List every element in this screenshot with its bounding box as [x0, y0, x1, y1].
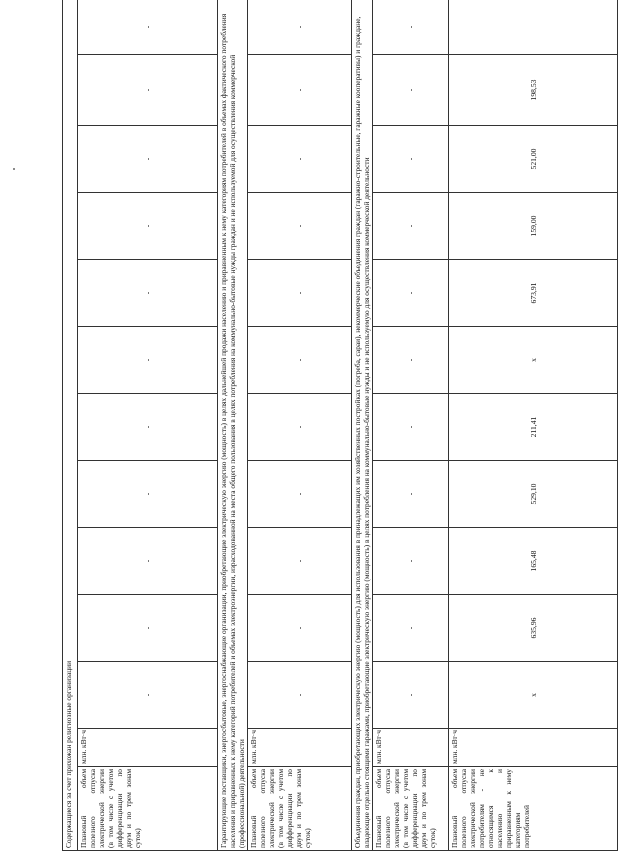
row-unit: млн. кВт·ч: [373, 729, 449, 767]
cell-value: -: [373, 193, 449, 260]
cell-value: 211,41: [449, 394, 618, 461]
section-heading: Гарантирующие поставщики, энергосбытовые, энергоснабжающие организации, приобретающие электрическую энергию (мощность) в целях дальнейшей продажи населению и приравненным к нему категориям потребителей в объемах фактического потребления населения и приравненных к нему категорий потребителей и объемах электроэнергии, израсходованной на места общего пользования в целях потребления на коммунально-бытовые нужды граждан и не используемой для осуществления коммерческой (профессиональной) деятельности: [218, 0, 248, 851]
cell-value: x: [449, 327, 618, 394]
cell-value: -: [248, 55, 352, 126]
table-row: [449, 0, 618, 851]
cell-value: -: [248, 595, 352, 662]
cell-value: -: [248, 394, 352, 461]
cell-value: -: [78, 595, 218, 662]
cell-value: -: [78, 662, 218, 729]
section-heading-row: [352, 0, 373, 851]
cell-value: -: [78, 0, 218, 55]
cell-value: -: [248, 260, 352, 327]
cell-value: 159,00: [449, 193, 618, 260]
row-label: Плановый объем полезного отпуска электрической энергии (в том числе с учетом дифференциации по двум и по трем зонам суток): [373, 767, 449, 851]
cell-value: -: [248, 662, 352, 729]
cell-value: -: [373, 327, 449, 394]
cell-value: 673,91: [449, 260, 618, 327]
cell-value: -: [373, 461, 449, 528]
cell-value: -: [78, 260, 218, 327]
cell-value: -: [78, 461, 218, 528]
cell-value: -: [373, 662, 449, 729]
cell-value: -: [248, 193, 352, 260]
row-label: Плановый объем полезного отпуска электрической энергии потребителям - не относящимся к населению и приравненным к нему категориям потребителей: [449, 767, 618, 851]
table-row: [373, 0, 449, 851]
scan-speck: [13, 168, 15, 170]
row-unit: млн. кВт·ч: [78, 729, 218, 767]
cell-value: -: [373, 55, 449, 126]
cell-value: -: [78, 126, 218, 193]
cell-value: 165,48: [449, 528, 618, 595]
tariff-table-rotated: [62, 0, 618, 851]
section-heading-row: [218, 0, 248, 851]
table-row: [248, 0, 352, 851]
cell-value: -: [78, 327, 218, 394]
cell-value: -: [248, 126, 352, 193]
cell-value: 521,00: [449, 126, 618, 193]
cell-value: -: [248, 461, 352, 528]
cell-value: -: [78, 55, 218, 126]
cell-value: 529,10: [449, 461, 618, 528]
cell-value: 635,96: [449, 595, 618, 662]
electricity-volume-table: [62, 0, 618, 851]
cell-value: 198,53: [449, 55, 618, 126]
section-heading-row: [63, 0, 78, 851]
cell-value: -: [78, 193, 218, 260]
cell-value: -: [373, 394, 449, 461]
row-unit: млн. кВт·ч: [449, 729, 618, 767]
row-unit: млн. кВт·ч: [248, 729, 352, 767]
cell-value: -: [78, 394, 218, 461]
section-heading: Содержащиеся за счет прихожан религиозные организации: [63, 0, 78, 851]
cell-value: -: [373, 126, 449, 193]
cell-value: -: [248, 0, 352, 55]
cell-empty: [449, 0, 618, 55]
table-row: [78, 0, 218, 851]
row-label: Плановый объем полезного отпуска электрической энергии (в том числе с учетом дифференциации по двум и по трем зонам суток): [78, 767, 218, 851]
cell-value: -: [78, 528, 218, 595]
cell-value: -: [248, 528, 352, 595]
cell-value: -: [373, 260, 449, 327]
cell-value: -: [373, 0, 449, 55]
section-heading: Объединения граждан, приобретающих электрическую энергию (мощность) для использования в принадлежащих им хозяйственных постройках (погреба, сараи), некоммерческие объединения граждан (гаражно-строительные, гаражные кооперативы) и граждане, владеющие отдельно стоящими гаражами, приобретающие электрическую энергию (мощность) в целях потребления на коммунально-бытовые нужды и не используемую для осуществления коммерческой деятельности: [352, 0, 373, 851]
cell-value: -: [373, 528, 449, 595]
cell-value: -: [373, 595, 449, 662]
cell-value: x: [449, 662, 618, 729]
rotated-page-frame: [62, 0, 618, 851]
cell-value: -: [248, 327, 352, 394]
row-label: Плановый объем полезного отпуска электрической энергии (в том числе с учетом дифференциации по двум и по трем зонам суток): [248, 767, 352, 851]
